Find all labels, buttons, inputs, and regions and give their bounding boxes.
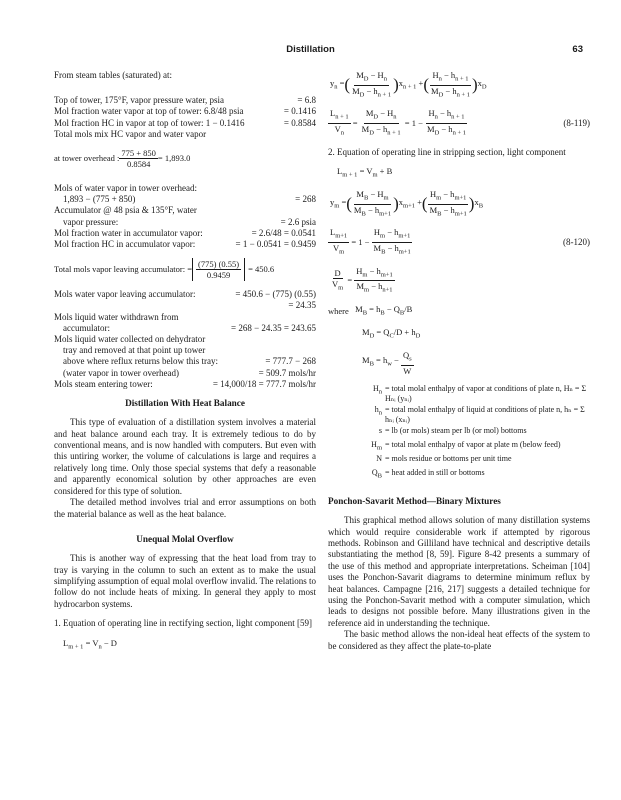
calc-label: 1,893 − (775 + 850) xyxy=(63,194,136,205)
def-term-sub: n xyxy=(378,388,382,396)
def-term-sub: n xyxy=(378,409,382,417)
def-term-sub: m xyxy=(376,444,382,452)
calc-label: vapor pressure: xyxy=(63,216,119,227)
equation-number: (8-120) xyxy=(563,237,590,247)
equation-8-119: $\frac{L_{n + 1}}{V_n}$ = $\frac{M_D - H_n}{M_D - h_{n + 1}}$ = 1 − $\frac{H_n - h_{n + 1}}{M_D - h_{n + 1}}$ (8-119) xyxy=(330,108,590,137)
paragraph: This is another way of expressing that the heat load from tray to tray is varying in the column to such an extent as to make the usual simplifying assumption of equal molal overflow invalid. The relations to follow do not include heats of mixing. In general they apply to most hydrocarbon systems. xyxy=(54,553,316,609)
calc-label: Mols steam entering tower: xyxy=(54,378,153,389)
list-item: 2. Equation of operating line in stripping section, light component xyxy=(328,146,566,157)
paragraph: This graphical method allows solution of many distillation systems which would require considerable work if attempted by rigorous methods. Robinson and Gilliland have technical and descriptive details substantiating the method [8, 59]. Figure 8-42 presents a summary of the use of this method and appropriate interpretations. Scheiman [104] uses the Ponchon-Savarit diagrams to determine minimum reflux by heat balances. Campagne [216, 217] suggests a detailed technique for using the Ponchon-Savarit method with a computer simulation, which leads to designs not possible before. Many illustrations given in the reference aid in understanding the technique. xyxy=(328,515,590,628)
section-heading: Unequal Molal Overflow xyxy=(136,533,234,544)
total-vapor-fraction xyxy=(192,258,245,281)
calc-row xyxy=(54,356,316,367)
eq-symbol: L xyxy=(63,637,69,648)
definition-item xyxy=(358,454,590,468)
dehydrator-line: Mols liquid water collected on dehydrator xyxy=(54,334,206,345)
page-number: 63 xyxy=(572,44,583,55)
fraction-numerator: 775 + 850 xyxy=(121,148,156,159)
liquid-water-label: Mols liquid water withdrawn from xyxy=(54,311,179,322)
calc-value: = 450.6 − (775) (0.55) xyxy=(235,289,316,300)
calc-value: = 509.7 mols/hr xyxy=(258,367,316,378)
calc-row xyxy=(54,228,316,239)
calc-label: Mol fraction water vapor at top of tower: 6.8/48 psia xyxy=(54,106,244,117)
calc-value: = 777.7 − 268 xyxy=(265,356,316,367)
equation-8-120: $\frac{L_{m+1}}{V_m}$ = 1 − $\frac{H_m - h_{m+1}}{M_B - h_{m+1}}$ (8-120) xyxy=(330,227,590,256)
equation-mb-2: $M_B = h_w$ − $\frac{Q_s}{W}$ xyxy=(362,349,412,376)
fraction-numerator: (775) (0.55) xyxy=(198,259,240,270)
def-term: H xyxy=(371,439,377,449)
definition-item xyxy=(358,405,590,426)
overhead-fraction xyxy=(119,148,158,169)
calc-row xyxy=(54,106,316,117)
overhead-equation xyxy=(54,148,316,169)
right-column xyxy=(328,70,590,652)
calc-value: = 6.8 xyxy=(297,95,316,106)
accumulator-label: Accumulator @ 48 psia & 135°F, water xyxy=(54,205,197,216)
equation-line: $L_{m + 1} = V_m + B$ xyxy=(337,166,393,179)
mols-water-label: Mols of water vapor in tower overhead: xyxy=(54,183,197,194)
definitions-list xyxy=(358,384,590,482)
def-term: N xyxy=(376,453,382,463)
equation-mb: where $M_B = h_B - Q_B/B$ xyxy=(328,304,413,317)
definition-item xyxy=(358,440,590,454)
total-vapor-label: Total mols vapor leaving accumulator: = xyxy=(54,264,193,275)
calc-row xyxy=(54,217,316,228)
water-vapor-value: = 24.35 xyxy=(288,300,316,311)
list-item: 1. Equation of operating line in rectifying section, light component [59] xyxy=(54,618,312,629)
paragraph: This type of evaluation of a distillation system involves a material and heat balance around each tray. It is extremely tedious to do by conventional means, and is now handled with computers. But even with this untiring worker, the volume of calculations is large and requires a relatively long time. Only those special systems that defy a reasonable and apparently economical solution by other approaches are even considered for this type of solution. xyxy=(54,417,316,496)
calc-value: = 1 − 0.0541 = 0.9459 xyxy=(235,239,316,250)
calc-label: Mol fraction HC in accumulator vapor: xyxy=(54,239,196,250)
def-term: Q xyxy=(371,467,378,477)
running-header-title: Distillation xyxy=(286,44,335,55)
calc-row xyxy=(54,323,316,334)
fraction-denominator: 0.9459 xyxy=(206,270,231,281)
calc-row xyxy=(54,289,316,300)
intro-line: From steam tables (saturated) at: xyxy=(54,70,172,80)
def-desc: = total molal enthalpy of liquid at conditions of plate n, hₙ = Σ hₙᵢ (xₙᵢ) xyxy=(385,404,585,425)
def-desc: = total molal enthalpy of vapor at conditions of plate n, Hₙ = Σ Hₙᵢ (yₙᵢ) xyxy=(385,383,587,404)
def-term-sub: B xyxy=(377,472,382,480)
calc-label: Top of tower, 175°F, vapor pressure water, psia xyxy=(54,95,224,106)
calc-row xyxy=(54,194,316,205)
overhead-result: = 1,893.0 xyxy=(157,152,191,163)
def-term: H xyxy=(372,383,379,393)
definition-item xyxy=(358,468,590,482)
section-heading: Ponchon-Savarit Method—Binary Mixtures xyxy=(328,496,501,507)
total-vapor-equation xyxy=(54,258,316,281)
calc-value: = 0.8584 xyxy=(283,117,316,128)
calc-label: above where reflux returns below this tray: xyxy=(63,356,218,367)
section-heading: Distillation With Heat Balance xyxy=(125,398,245,409)
paragraph: The detailed method involves trial and error assumptions on both the material balance as well as the heat balance. xyxy=(54,497,316,519)
def-term: s xyxy=(378,425,382,435)
calc-row xyxy=(54,239,316,250)
calc-row xyxy=(54,368,316,379)
total-vapor-value: = 450.6 xyxy=(248,264,275,275)
def-desc: = total molal enthalpy of vapor at plate m (below feed) xyxy=(385,439,561,449)
definition-item xyxy=(358,384,590,405)
calc-label: Mol fraction HC in vapor at top of tower: 1 − 0.1416 xyxy=(54,117,245,128)
equation-md: $M_D = Q_C/D + h_D$ xyxy=(362,327,421,340)
definition-item xyxy=(358,426,590,440)
calc-label: accumulator: xyxy=(63,322,110,333)
calc-label: (water vapor in tower overhead) xyxy=(63,367,179,378)
calc-label: Mol fraction water in accumulator vapor: xyxy=(54,227,203,238)
calc-value: = 0.1416 xyxy=(283,106,316,117)
overhead-label: at tower overhead : xyxy=(54,152,120,163)
fraction-denominator: 0.8584 xyxy=(126,159,151,170)
calc-value: = 14,000/18 = 777.7 mols/hr xyxy=(212,378,316,389)
equation-y-n: $y_n$ = ( $\frac{M_D - H_n}{M_D - h_{n + 1}}$ ) $x_{n + 1}$ + ( $\frac{H_n - h_{n + 1}}{M_D - h_{n + 1}}$ ) $x_D$ xyxy=(330,70,487,99)
calc-row xyxy=(54,95,316,106)
total-mols-text: Total mols mix HC vapor and water vapor xyxy=(54,128,207,139)
def-term: h xyxy=(374,404,379,414)
paragraph: The basic method allows the non-ideal heat effects of the system to be considered as they affect the plate-to-plate xyxy=(328,629,590,651)
calc-value: = 2.6/48 = 0.0541 xyxy=(251,227,316,238)
equation-number: (8-119) xyxy=(563,117,590,128)
dehydrator-line: tray and removed at that point up tower xyxy=(63,345,206,356)
equation-y-m: $y_m$ = ( $\frac{M_B - H_m}{M_B - h_{m+1}}$ ) $x_{m+1}$ + ( $\frac{H_m - h_{m+1}}{M_B - h_{m+1}}$ ) $x_B$ xyxy=(330,189,484,218)
def-desc: = lb (or mols) steam per lb (or mol) bottoms xyxy=(385,425,527,435)
calc-row xyxy=(54,118,316,129)
calc-value: = 268 − 24.35 = 243.65 xyxy=(231,322,316,333)
def-desc: = mols residue or bottoms per unit time xyxy=(385,453,512,463)
where-label: where xyxy=(328,306,349,317)
left-column xyxy=(54,70,316,652)
calc-value: = 268 xyxy=(295,194,316,205)
calc-row xyxy=(54,379,316,390)
equation-d-v: $\frac{D}{V_m}$ = $\frac{H_m - h_{m+1}}{M_m - h_{n+1}}$ xyxy=(332,265,393,295)
calc-value: = 2.6 psia xyxy=(280,216,316,227)
calc-label: Mols water vapor leaving accumulator: xyxy=(54,289,196,300)
equation-line: $L_{m + 1} = V_n - D$ xyxy=(63,637,117,651)
def-desc: = heat added in still or bottoms xyxy=(385,467,485,477)
